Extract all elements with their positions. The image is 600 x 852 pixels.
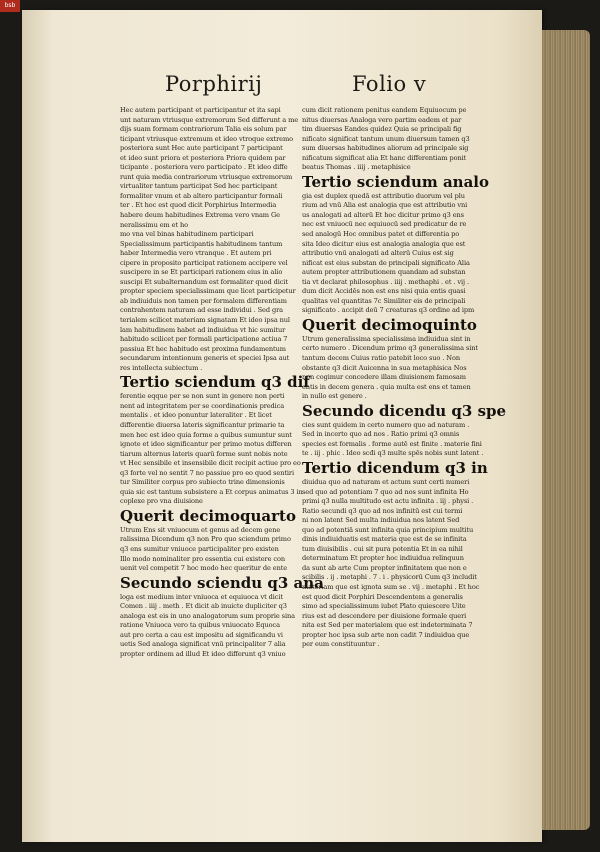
text-line: est quod dicit Porphiri Descendentem a generalis: [302, 592, 463, 601]
text-line: ab indiuiduis non tamen per formalem differentiam: [120, 296, 287, 305]
section-heading: Tertio sciendum q3 dif: [120, 374, 310, 392]
text-line: sed quo ad potentiam 7 quo ad nos sunt infinita Ho: [302, 487, 469, 496]
text-line: aut pro certa a cau est impositu ad significandu vi: [120, 630, 283, 639]
running-head-right: Folio v: [352, 72, 427, 96]
text-line: Utrum Ens sit vniuocum et genus ad decem gene: [120, 525, 281, 534]
text-line: dum dicit Accidēs non est ens nisi quia entis quasi: [302, 287, 466, 296]
section-heading: Querit decimoquinto: [302, 316, 477, 334]
text-line: propter ordinem ad illud Et ideo differunt q3 vniuo: [120, 649, 286, 658]
text-line: mentalis . et ideo ponuntur lateraliter . Et licet: [120, 411, 272, 420]
text-line: neralissimu em et ho: [120, 220, 189, 229]
text-line: nificat est eius substan de principali significato Alia: [302, 258, 470, 267]
section-heading: Secundo dicendu q3 spe: [302, 402, 507, 420]
text-line: ralissima Dicendum q3 non Pro quo sciendum primo: [120, 535, 291, 544]
text-line: habitudo scilicet per formali participatione actiua 7: [120, 335, 288, 344]
text-line: qualitas vel quantitas 7c Similiter eis de principali: [302, 296, 466, 305]
text-column-left: [120, 106, 325, 659]
text-line: tia vt declarat philosophus . iiij . methaphi . et . vij .: [302, 277, 469, 286]
text-line: simo ad specialissimum iubet Plato quiescere Uite: [302, 602, 466, 611]
text-line: nificatum significat alia Et hanc differentiam ponit: [302, 153, 467, 162]
section-heading: Tertio sciendum analo: [302, 173, 490, 191]
text-line: autem propter attributionem quandam ad substan: [302, 268, 466, 277]
text-line: et ideo sunt priora et posteriora Priora quidem par: [120, 153, 286, 162]
text-line: entis in decem genera . quia multa est ens et tamen: [302, 382, 471, 391]
text-line: dinis indiuiduatis est materia que est de se infinita: [302, 535, 467, 544]
text-line: mo vna vel binas habitudinem participari: [120, 230, 254, 239]
text-line: beatus Thomas . iiij . metaphisice: [302, 163, 411, 172]
text-line: tantum decem Cuius ratio patebit loco suo . Non: [302, 354, 460, 363]
text-line: scibilis . ij . metaphi . 7 . i . physicorū Cum q3 includit: [302, 573, 477, 582]
text-line: cum dicit rationem penitus eandem Equiuocum pe: [302, 106, 467, 114]
text-line: determinatum Et propter hoc indiuidua relinquun: [302, 554, 464, 563]
running-head-left: Porphirij: [165, 72, 263, 96]
text-line: sita Ideo dicitur eius est analogia analogia que est: [302, 239, 466, 248]
text-line: non cogimur concedere illam diuisionem famosam: [302, 373, 466, 382]
text-line: Ratio secundi q3 quo ad nos infinitū est cui termi: [302, 506, 463, 515]
text-line: nificato significat tantum unum diuersum tamen q3: [302, 134, 470, 143]
section-heading: Querit decimoquarto: [120, 507, 296, 525]
text-line: tim diuersas Eandes quidez Quia se principali fig: [302, 125, 462, 134]
text-line: terialem scilicet materiam signatam Et ideo ipsa nul: [120, 316, 290, 325]
text-line: materiam que est ignota sum se . vij . metaphi . Et hoc: [302, 582, 480, 591]
text-line: differentie diuersa lateris significantur primarie ta: [120, 420, 285, 429]
text-line: suscipi Et subalternandum est formaliter quod dicit: [120, 277, 288, 286]
text-line: Utrum generalissima specialissima indiuidua sint in: [302, 334, 471, 343]
text-line: virtualiter tantum participat Sed hec participant: [120, 182, 278, 191]
text-line: ter . Et hoc est quod dicit Porphirius Intermedia: [120, 201, 277, 210]
text-line: nec est vniuocū nec equiuocū sed predicatur de re: [302, 220, 467, 229]
section-heading: Secundo sciendu q3 ana: [120, 574, 324, 592]
text-line: ticipant vtriusque extremum et ideo vtroque extremo: [120, 134, 293, 143]
text-line: formaliter vnum et ab altero participantur formali: [120, 191, 283, 200]
text-line: us analogati ad alterū Et hoc dicitur primo q3 ens: [302, 210, 464, 219]
text-line: lam habitudinem habet ad indiuidua vt hic sumitur: [120, 325, 286, 334]
text-line: rius est ad descendere per diuisione formale queri: [302, 611, 467, 620]
text-line: men hec est ideo quia forme a quibus sumuntur sunt: [120, 430, 292, 439]
text-line: q3 forte vel no sentit 7 no passiue pro eo quod sentiri: [120, 468, 294, 477]
text-line: certo numero . Dicendum primo q3 generalissima sint: [302, 344, 478, 353]
text-line: diuidua quo ad naturam et actum sunt certi numeri: [302, 477, 470, 486]
text-line: nitus diuersas Analoga vero partim eadem et par: [302, 115, 462, 124]
text-line: haber Intermedia vero vtranque . Et autem pri: [120, 249, 272, 258]
text-line: Specialissimum participantis habitudinem tantum: [120, 239, 283, 248]
text-line: cies sunt quidem in certo numero quo ad naturam .: [302, 420, 470, 429]
text-line: propter speciem specialissimam que licet participetur: [120, 287, 296, 296]
text-line: vt Hec sensibile et insensibile dicit recipit actiue pro eo: [120, 459, 301, 468]
text-line: sum diuersas habitudines aliorum ad principale sig: [302, 144, 469, 153]
section-heading: Tertio dicendum q3 in: [302, 459, 488, 477]
text-line: ratione Vniuoca vero ta quibus vniuocato Equoca: [120, 621, 280, 630]
text-line: passiua Et hec habitudo est proxima fundamentum: [120, 344, 286, 353]
text-line: nita est Sed per materialem que est indeterminata 7: [302, 621, 473, 630]
text-line: quo ad potentiā sunt infinita quia principium multitu: [302, 525, 474, 534]
text-line: obstante q3 dicit Auicenna in sua metaphisica Nos: [302, 363, 467, 372]
text-line: significato . accipit deū 7 creaturas q3 ordine ad ipm: [302, 306, 475, 315]
text-line: uenit vel competit 7 hoc modo hec queritur de ente: [120, 564, 288, 573]
text-line: Illo modo nominaliter pro essentia cui existere con: [120, 554, 285, 563]
text-line: propter hoc ipsa sub arte non cadit 7 indiuidua que: [302, 630, 470, 639]
text-line: species est formalis . forme autē est finite . materie fini: [302, 439, 482, 448]
text-line: dijs suam formam contrariorum Talia eis solum par: [120, 125, 287, 134]
text-line: contrahentem naturam ad esse individui . Sed gra: [120, 306, 283, 315]
text-line: tiarum alternus lateris quarū forme sunt nobis note: [120, 449, 288, 458]
text-line: runt quia media contrariorum vtriusque extremorum: [120, 172, 293, 181]
text-line: cipere in proposito participat rationem accipere vel: [120, 258, 288, 267]
text-line: gia est duplex quedā est attributio duorum vel plu: [302, 191, 465, 200]
text-line: secundarum intentionum generis et speciei Ipsa aut: [120, 354, 290, 363]
text-line: Comen . iiij . meth . Et dicit ab inuicte dupliciter q3: [120, 602, 287, 611]
text-line: unt naturam vtriusque extremorum Sed differunt a me: [120, 115, 299, 124]
text-line: coplexe pro vna diuisione: [120, 497, 203, 506]
text-line: nent ad integritatem per se coordinationis predica: [120, 401, 285, 410]
text-line: suscipere in se Et participari rationem eius in alio: [120, 268, 283, 277]
page-edges: [542, 30, 590, 830]
text-line: te . iij . phic . Ideo scđi q3 multe spēs nobis sunt latent .: [302, 449, 484, 458]
text-line: ferentie eqque per se non sunt in genere non perti: [120, 392, 285, 401]
text-line: ni non latent Sed multa indiuidua nos latent Sed: [302, 516, 460, 525]
text-line: da sunt ab arte Cum propter infinitatem que non e: [302, 563, 467, 572]
text-line: uetis Sed analoga significat vnū principaliter 7 alia: [120, 640, 286, 649]
text-line: posteriora sunt Hec aute participant 7 participant: [120, 144, 283, 153]
text-line: quia sic est tantum subsistere a Et corpus animatus 3 in: [120, 487, 303, 496]
library-stamp: bsb: [0, 0, 20, 12]
text-line: rium ad vnū Alia est analogia que est attributio vni: [302, 201, 468, 210]
text-line: ignote et ideo significantur per primo motus differen: [120, 440, 292, 449]
text-line: q3 ens sumitur vniuoce participaliter pro existen: [120, 544, 279, 553]
text-line: primi q3 nulla multitudo est actu infinita . iij . physi .: [302, 497, 474, 506]
text-line: in nullo est genere .: [302, 392, 367, 401]
text-line: Sed in incerto quo ad nos . Ratio primi q3 omnis: [302, 430, 460, 439]
text-line: attributio vnū analogati ad alterū Cuius est sig: [302, 249, 454, 258]
text-line: ticipante . posteriora vero participato . Et ideo diffe: [120, 163, 288, 172]
text-line: loga est medium inter vniuoca et equiuoca vt dicit: [120, 592, 283, 601]
text-line: res intellecta subiectum .: [120, 363, 203, 372]
text-line: habere deum habitudines Extrema vero vnam Ge: [120, 211, 280, 220]
text-line: sed analogū Hoc omnibus patet et differentia po: [302, 230, 460, 239]
text-line: tur Similiter corpus pro subiecto trine dimensionis: [120, 478, 285, 487]
text-line: Hec autem participant et participantur et ita sapi: [120, 106, 281, 114]
text-line: tum diuisibilis . cui sit pura potentia Et in ea nihil: [302, 544, 463, 553]
text-line: analoga est eis in uno analogatorum sum proprie sina: [120, 611, 295, 620]
text-line: per eum constituuntur .: [302, 640, 380, 649]
text-column-right: [302, 106, 507, 650]
